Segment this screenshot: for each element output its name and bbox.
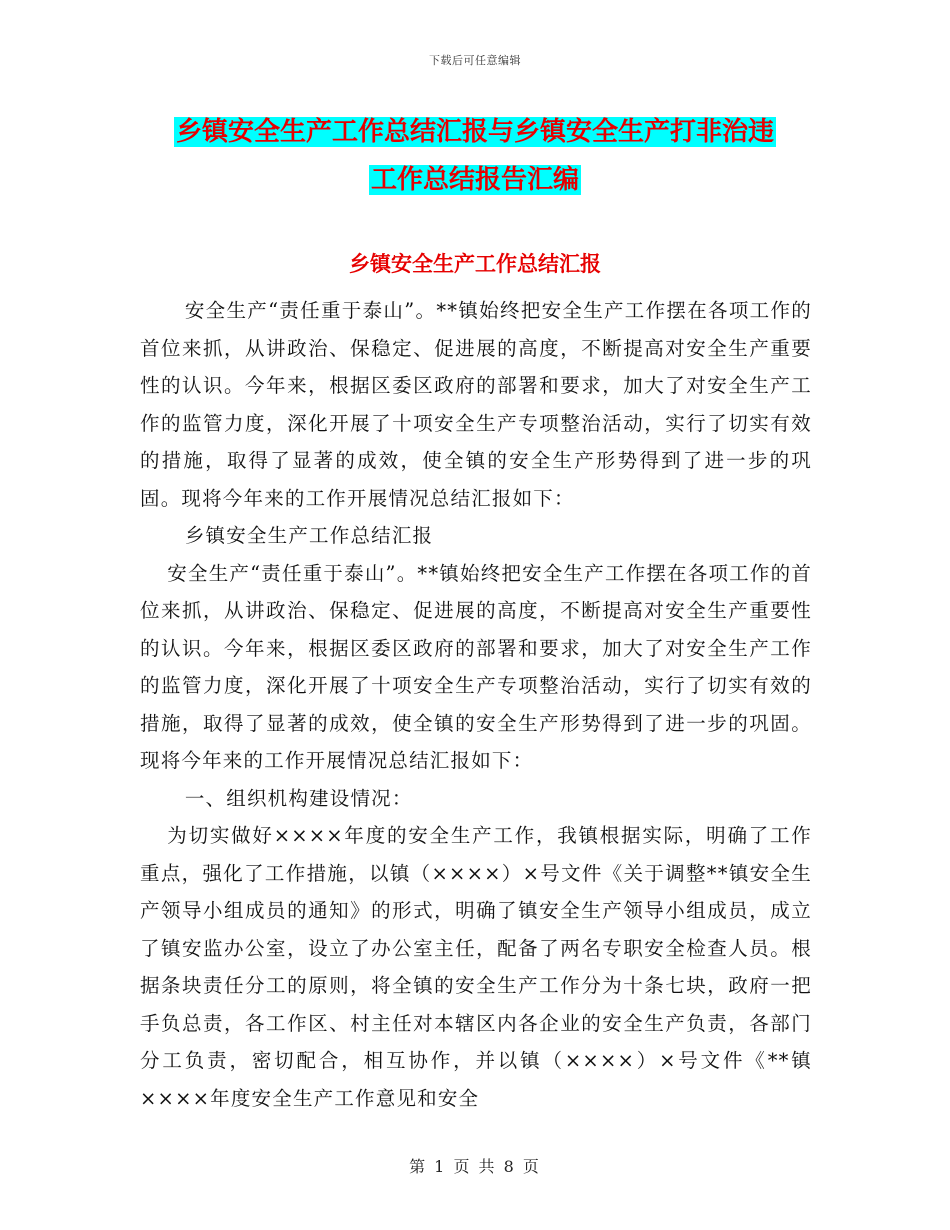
paragraph-intro-repeat: 安全生产“责任重于泰山”。**镇始终把安全生产工作摆在各项工作的首位来抓，从讲政治、保稳定、促进展的高度，不断提高对安全生产重要性的认识。今年来，根据区委区政府的部署和要求，加大了对安全生产工作的监管力度，深化开展了十项安全生产专项整治活动，实行了切实有效的措施，取得了显著的成效，使全镇的安全生产形势得到了进一步的巩固。现将今年来的工作开展情况总结汇报如下：: [140, 561, 812, 772]
document-title-line-2-text: 工作总结报告汇编: [370, 165, 579, 195]
paragraph-intro: 安全生产“责任重于泰山”。**镇始终把安全生产工作摆在各项工作的首位来抓，从讲政治、保稳定、促进展的高度，不断提高对安全生产重要性的认识。今年来，根据区委区政府的部署和要求，加大了对安全生产工作的监管力度，深化开展了十项安全生产专项整治活动，实行了切实有效的措施，取得了显著的成效，使全镇的安全生产形势得到了进一步的巩固。现将今年来的工作开展情况总结汇报如下：: [140, 299, 812, 510]
paragraph-subheading: 一、组织机构建设情况：: [184, 786, 413, 810]
document-title-line-2: [0, 156, 950, 204]
paragraph-repeated-heading: 乡镇安全生产工作总结汇报: [184, 524, 434, 547]
document-title-line-1: [0, 108, 950, 156]
paragraph-organization: 为切实做好××××年度的安全生产工作，我镇根据实际，明确了工作重点，强化了工作措施，以镇（××××）×号文件《关于调整**镇安全生产领导小组成员的通知》的形式，明确了镇安全生产领导小组成员，成立了镇安监办公室，设立了办公室主任，配备了两名专职安全检查人员。根据条块责任分工的原则，将全镇的安全生产工作分为十条七块，政府一把手负总责，各工作区、村主任对本辖区内各企业的安全生产负责，各部门分工负责，密切配合，相互协作，并以镇（××××）×号文件《**镇××××年度安全生产工作意见和安全: [140, 824, 812, 1110]
section-title: 乡镇安全生产工作总结汇报: [349, 252, 601, 276]
document-title: [0, 108, 950, 204]
document-title-line-1-text: 乡镇安全生产工作总结汇报与乡镇安全生产打非治违: [175, 117, 774, 147]
body-text: [140, 292, 812, 1117]
page-footer-number: 第 1 页 共 8 页: [409, 1157, 541, 1176]
page-header-note: 下载后可任意编辑: [429, 54, 521, 67]
